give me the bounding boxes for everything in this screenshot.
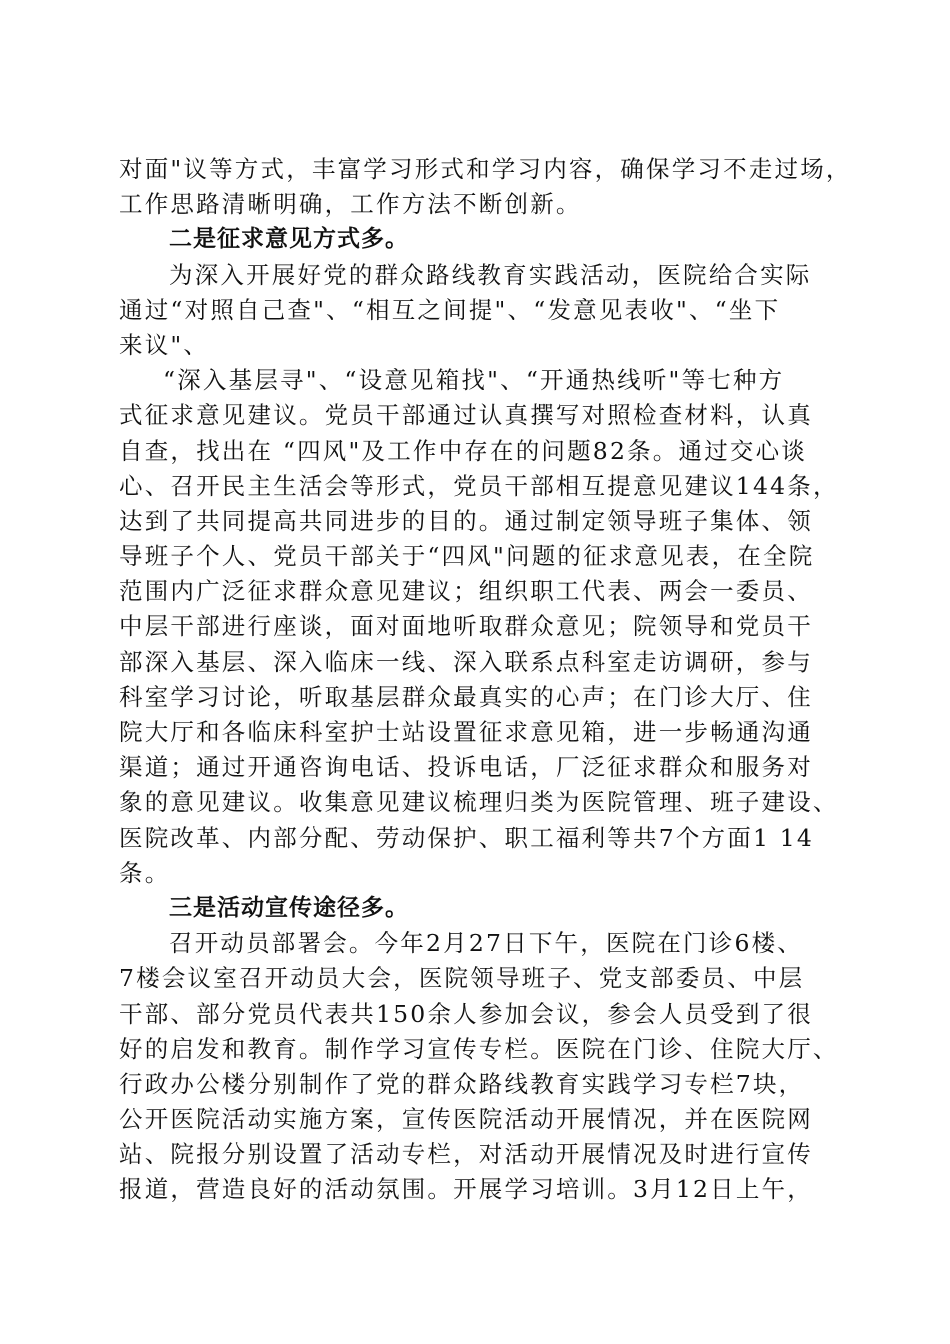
text-line: 中层干部进行座谈，面对面地听取群众意见；院领导和党员干 <box>119 612 813 641</box>
section-heading: 二是征求意见方式多。 <box>169 226 409 253</box>
text-line: 式征求意见建议。党员干部通过认真撰写对照检查材料，认真 <box>119 401 813 430</box>
text-line: 渠道；通过开通咨询电话、投诉电话，厂泛征求群众和服务对 <box>119 753 813 782</box>
text-line: 来议"、 <box>119 330 210 359</box>
text-line: 达到了共同提高共同进步的目的。通过制定领导班子集体、领 <box>119 506 813 535</box>
text-line: 心、召开民主生活会等形式，党员干部相互提意见建议144条， <box>119 471 839 500</box>
text-line: “深入基层寻"、“设意见箱找"、“开通热线听"等七种方 <box>163 366 785 395</box>
text-line: 报道，营造良好的活动氛围。开展学习培训。3月12日上午， <box>119 1175 813 1204</box>
text-line: 范围内广泛征求群众意见建议；组织职工代表、两会一委员、 <box>119 577 813 606</box>
text-line: 院大厅和各临床科室护士站设置征求意见箱，进一步畅通沟通 <box>119 718 813 746</box>
text-line: 导班子个人、党员干部关于“四风"问题的征求意见表，在全院 <box>119 542 815 571</box>
text-line: 站、院报分别设置了活动专栏，对活动开展情况及时进行宣传 <box>119 1140 813 1169</box>
text-line: 医院改革、内部分配、劳动保护、职工福利等共7个方面1 14 <box>119 823 815 852</box>
section-heading: 三是活动宣传途径多。 <box>169 894 409 921</box>
text-line: 干部、部分党员代表共150余人参加会议，参会人员受到了很 <box>119 999 813 1028</box>
text-line: 好的启发和教育。制作学习宣传专栏。医院在门诊、住院大厅、 <box>119 1034 839 1063</box>
text-line: 为深入开展好党的群众路线教育实践活动，医院给合实际 <box>169 260 812 289</box>
text-line: 公开医院活动实施方案，宣传医院活动开展情况，并在医院网 <box>119 1105 813 1134</box>
text-line: 召开动员部署会。今年2月27日下午，医院在门诊6楼、 <box>169 929 804 958</box>
document-body <box>119 152 852 1208</box>
text-line: 条。 <box>119 858 171 887</box>
text-line: 自查，找出在 “四风"及工作中存在的问题82条。通过交心谈 <box>119 436 807 465</box>
text-line: 行政办公楼分别制作了党的群众路线教育实践学习专栏7块， <box>119 1069 805 1098</box>
text-line: 部深入基层、深入临床一线、深入联系点科室走访调研，参与 <box>119 647 813 676</box>
text-line: 对面"议等方式，丰富学习形式和学习内容，确保学习不走过场， <box>119 155 852 183</box>
text-line: 科室学习讨论，听取基层群众最真实的心声；在门诊大厅、住 <box>119 682 813 711</box>
text-line: 通过“对照自己查"、“相互之间提"、“发意见表收"、“坐下 <box>119 295 781 324</box>
text-line: 工作思路清晰明确，工作方法不断创新。 <box>119 190 582 219</box>
text-line: 7楼会议室召开动员大会，医院领导班子、党支部委员、中层 <box>119 964 805 993</box>
text-line: 象的意见建议。收集意见建议梳理归类为医院管理、班子建设、 <box>119 788 839 817</box>
